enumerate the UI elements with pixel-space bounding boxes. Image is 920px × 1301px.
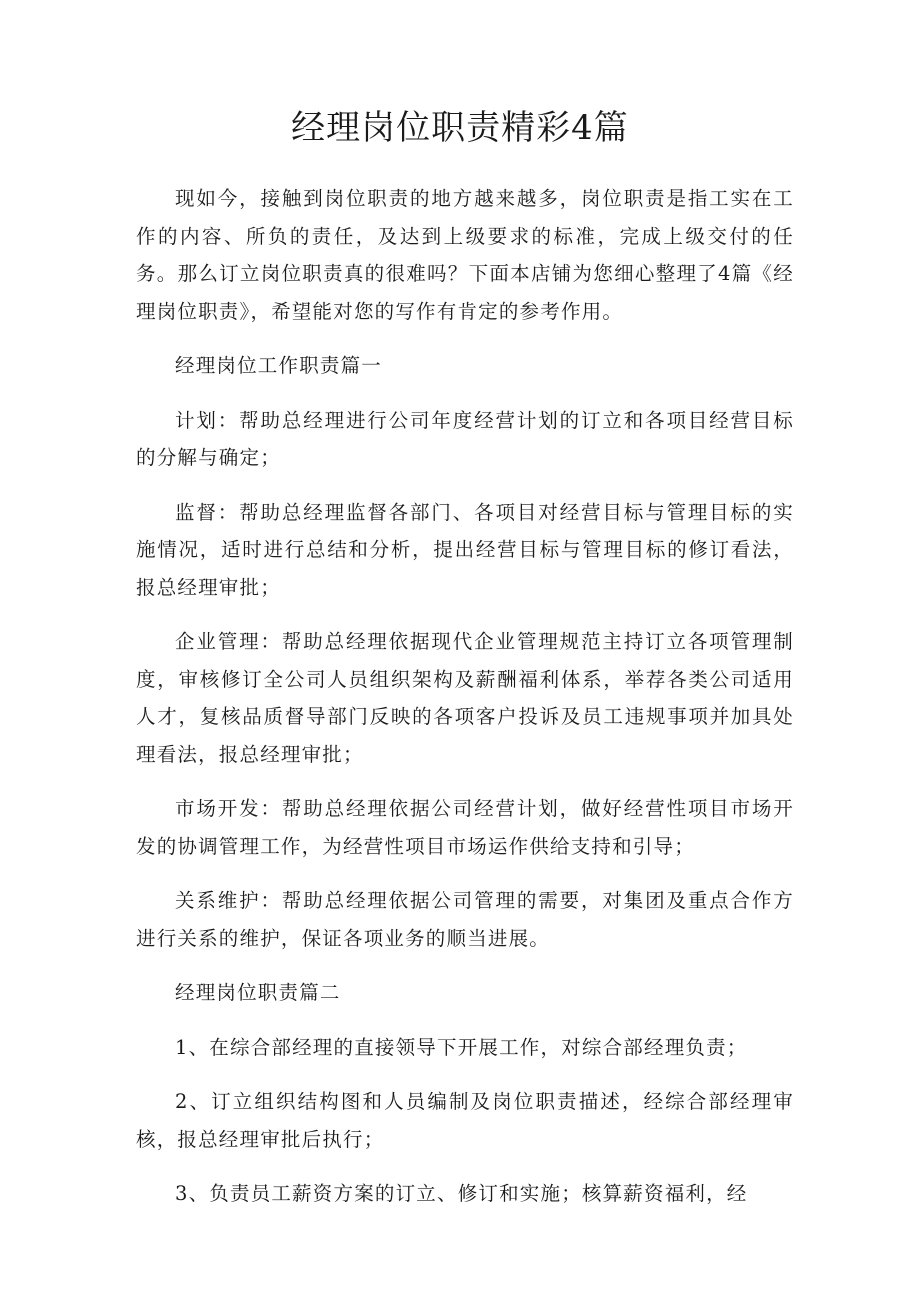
list-item-2: 2、订立组织结构图和人员编制及岗位职责描述，经综合部经理审核，报总经理审批后执行； xyxy=(136,1090,794,1151)
paragraph-supervise: 监督：帮助总经理监督各部门、各项目对经营目标与管理目标的实施情况，适时进行总结和分析，提出经营目标与管理目标的修订看法，报总经理审批； xyxy=(136,500,794,599)
list-item-3: 3、负责员工薪资方案的订立、修订和实施；核算薪资福利，经 xyxy=(175,1182,748,1205)
document-body xyxy=(136,180,794,1230)
paragraph-relationship: 关系维护：帮助总经理依据公司管理的需要，对集团及重点合作方进行关系的维护，保证各项业务的顺当进展。 xyxy=(136,889,794,950)
document-title: 经理岗位职责精彩4篇 xyxy=(291,108,629,148)
intro-paragraph: 现如今，接触到岗位职责的地方越来越多，岗位职责是指工实在工作的内容、所负的责任，及达到上级要求的标准，完成上级交付的任务。那么订立岗位职责真的很难吗？下面本店铺为您细心整理了4篇《经理岗位职责》，希望能对您的写作有肯定的参考作用。 xyxy=(136,187,794,323)
section-heading-1: 经理岗位工作职责篇一 xyxy=(175,354,383,377)
list-item-1: 1、在综合部经理的直接领导下开展工作，对综合部经理负责； xyxy=(175,1035,748,1059)
paragraph-enterprise-management: 企业管理：帮助总经理依据现代企业管理规范主持订立各项管理制度，审核修订全公司人员组织架构及薪酬福利体系，举荐各类公司适用人才，复核品质督导部门反映的各项客户投诉及员工违规事项并加具处理看法，报总经理审批； xyxy=(136,630,794,766)
paragraph-market-development: 市场开发：帮助总经理依据公司经营计划，做好经营性项目市场开发的协调管理工作，为经营性项目市场运作供给支持和引导； xyxy=(136,797,794,858)
paragraph-plan: 计划：帮助总经理进行公司年度经营计划的订立和各项目经营目标的分解与确定； xyxy=(136,408,794,469)
section-heading-2: 经理岗位职责篇二 xyxy=(175,981,341,1004)
